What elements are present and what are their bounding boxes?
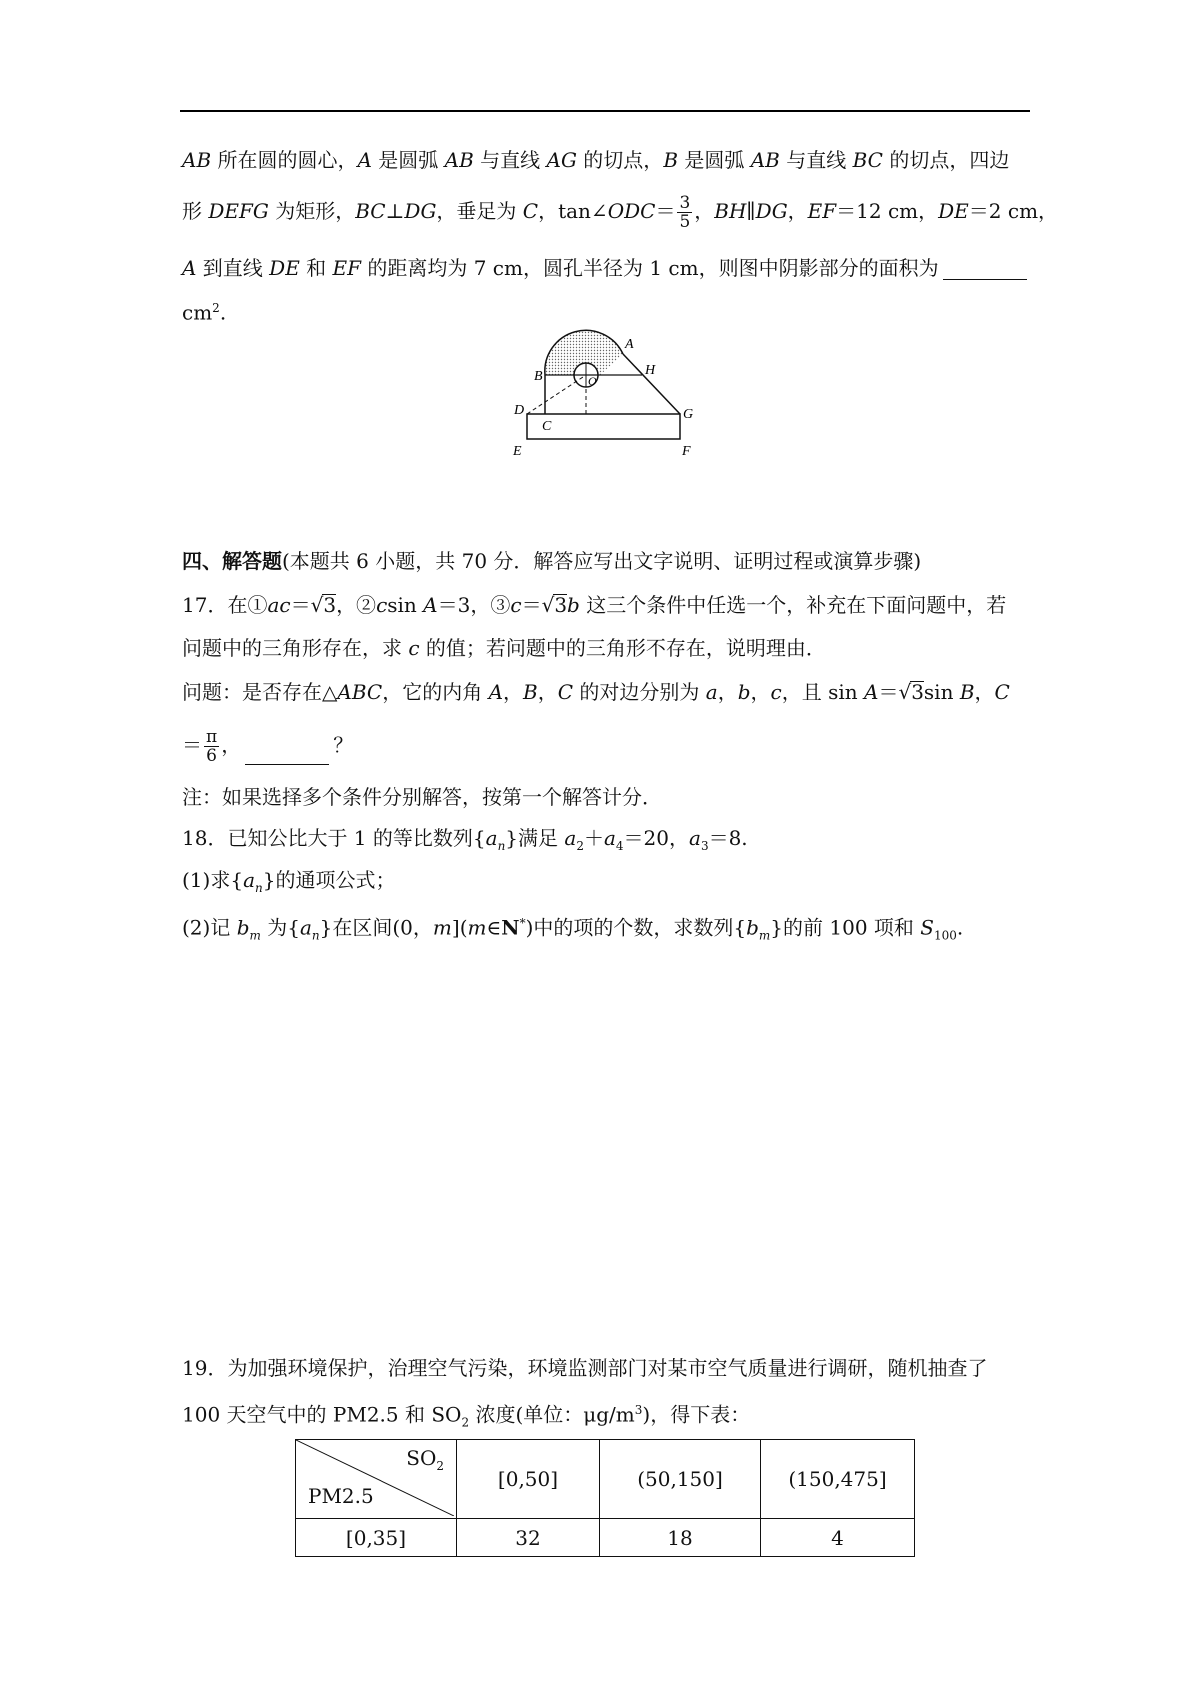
q19-line2: 100 天空气中的 PM2.5 和 $SO_2$ 浓度(单位：$\mu g/m^3$)，得下表： <box>182 1402 751 1430</box>
p16-line1: AB 所在圆的圆心，A 是圆弧 AB 与直线 AG 的切点，B 是圆弧 AB 与直线 BC 的切点，四边 <box>182 148 1010 172</box>
table-header-cell: (50,150] <box>600 1440 761 1519</box>
table-corner-cell <box>296 1440 457 1519</box>
label-b: B <box>534 369 543 384</box>
corner-pm25-label: PM2.5 <box>308 1484 374 1508</box>
table-row-label: [0,35] <box>296 1519 457 1557</box>
table-header-row <box>296 1440 915 1519</box>
corner-so2-label: $SO_2$ <box>406 1446 444 1473</box>
p16-line3: A 到直线 DE 和 EF 的距离均为 7 cm，圆孔半径为 1 cm，则图中阴影部分的面积为 <box>182 256 1031 280</box>
answer-blank[interactable] <box>943 261 1027 280</box>
label-f: F <box>682 444 691 459</box>
section4-heading: 四、解答题(本题共 6 小题，共 70 分．解答应写出文字说明、证明过程或演算步骤) <box>182 549 922 573</box>
q17-line1: 17．在①ac＝√3，②csin A＝3，③c＝√3b 这三个条件中任选一个，补充在下面问题中，若 <box>182 593 1007 617</box>
label-c: C <box>542 419 552 434</box>
table-cell: 32 <box>457 1519 600 1557</box>
p16-line4: $cm^2$. <box>182 300 227 325</box>
q18-line2: (1)求$\{a_n\}$的通项公式； <box>182 868 396 895</box>
q17-line3: 问题：是否存在△ABC，它的内角 A，B，C 的对边分别为 a，b，c，且 sin A＝√3sin B，C <box>182 680 1010 704</box>
table-header-cell: [0,50] <box>457 1440 600 1519</box>
fraction-pi-6: $\frac{\pi}{6}$ <box>206 727 218 766</box>
label-e: E <box>513 444 522 459</box>
p16-line2: 形 DEFG 为矩形，BC⊥DG，垂足为 C，tan∠ODC＝ $\frac{3}{5}$ ，BH∥DG，EF＝12 cm，DE＝2 cm， <box>182 193 1059 232</box>
q18-line1: 18．已知公比大于 1 的等比数列$\{a_n\}$满足 $a_2+a_4=20$，$a_3=8$. <box>182 826 748 853</box>
q19-line1: 19．为加强环境保护，治理空气污染，环境监测部门对某市空气质量进行调研，随机抽查了 <box>182 1356 988 1380</box>
table-row <box>296 1519 915 1557</box>
table-cell: 4 <box>761 1519 915 1557</box>
header-rule <box>180 110 1030 112</box>
q17-line4: ＝ $\frac{\pi}{6}$ ， ？ <box>182 727 354 766</box>
geometry-figure <box>500 325 720 460</box>
table-header-cell: (150,475] <box>761 1440 915 1519</box>
label-h: H <box>645 363 656 378</box>
label-g: G <box>683 407 694 422</box>
table-cell: 18 <box>600 1519 761 1557</box>
label-a: A <box>625 337 634 352</box>
q17-line2: 问题中的三角形存在，求 c 的值；若问题中的三角形不存在，说明理由． <box>182 636 826 660</box>
concentration-table <box>295 1439 915 1557</box>
q18-line3: (2)记 $b_m$ 为$\{a_n\}$在区间(0，m](m∈N*)中的项的个数，求数列$\{b_m\}$的前 100 项和 $S_{100}$. <box>182 915 964 943</box>
label-o: O <box>588 374 597 388</box>
label-d: D <box>514 403 525 418</box>
condition-blank[interactable] <box>245 746 329 765</box>
q17-note: 注：如果选择多个条件分别解答，按第一个解答计分． <box>182 785 662 809</box>
fraction-3-5: $\frac{3}{5}$ <box>679 193 691 232</box>
